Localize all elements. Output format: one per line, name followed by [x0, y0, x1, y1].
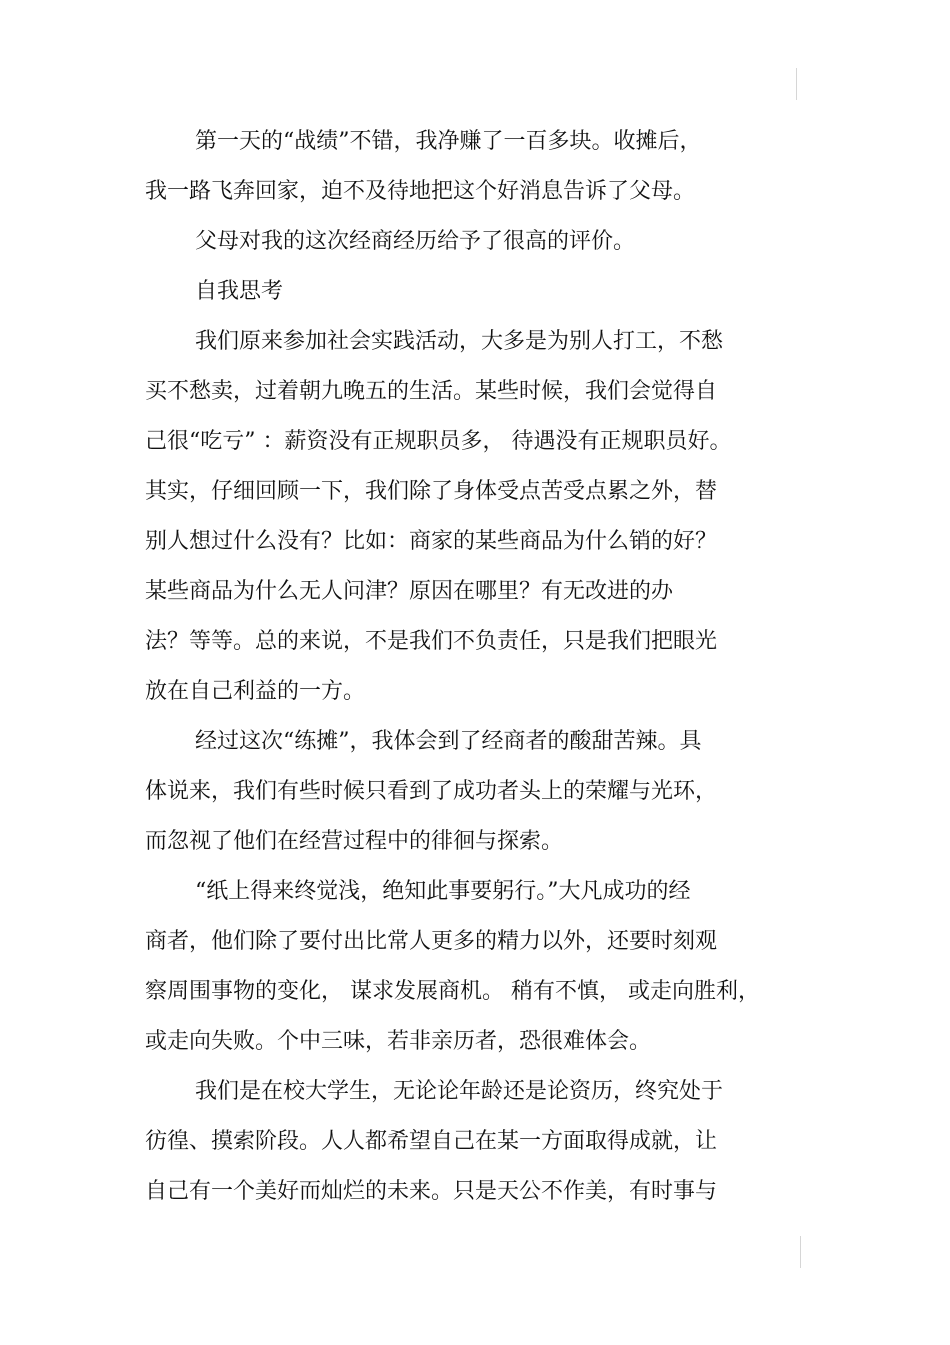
text-line: 其实，仔细回顾一下，我们除了身体受点苦受点累之外，替 — [145, 479, 718, 504]
text-line: 我一路飞奔回家，迫不及待地把这个好消息告诉了父母。 — [145, 179, 696, 204]
text-line: 察周围事物的变化， 谋求发展商机。 稍有不慎， 或走向胜利， — [145, 979, 760, 1004]
page-corner-mark — [796, 68, 797, 100]
text-line: 经过这次“练摊”，我体会到了经商者的酸甜苦辣。具 — [195, 729, 702, 754]
text-line: 商者，他们除了要付出比常人更多的精力以外，还要时刻观 — [145, 929, 718, 954]
text-line: 或走向失败。个中三味，若非亲历者，恐很难体会。 — [145, 1029, 652, 1054]
text-line: “纸上得来终觉浅，绝知此事要躬行。”大凡成功的经 — [195, 879, 691, 904]
text-line: 我们是在校大学生，无论论年龄还是论资历，终究处于 — [195, 1079, 724, 1104]
text-line: 某些商品为什么无人问津？原因在哪里？有无改进的办 — [145, 579, 674, 604]
text-line: 买不愁卖，过着朝九晚五的生活。某些时候，我们会觉得自 — [145, 379, 718, 404]
text-line: 体说来，我们有些时候只看到了成功者头上的荣耀与光环， — [145, 779, 718, 804]
text-line: 彷徨、摸索阶段。人人都希望自己在某一方面取得成就，让 — [145, 1129, 718, 1154]
text-line: 别人想过什么没有？比如：商家的某些商品为什么销的好？ — [145, 529, 718, 554]
section-heading: 自我思考 — [195, 279, 284, 304]
text-line: 我们原来参加社会实践活动，大多是为别人打工，不愁 — [195, 329, 724, 354]
text-line: 己很“吃亏” ：薪资没有正规职员多， 待遇没有正规职员好。 — [145, 429, 732, 454]
page-corner-mark — [800, 1236, 801, 1268]
text-line: 自己有一个美好而灿烂的未来。只是天公不作美，有时事与 — [145, 1179, 718, 1204]
text-line: 而忽视了他们在经营过程中的徘徊与探索。 — [145, 829, 564, 854]
text-line: 法？等等。总的来说，不是我们不负责任，只是我们把眼光 — [145, 629, 718, 654]
text-line: 放在自己利益的一方。 — [145, 679, 366, 704]
text-line: 第一天的“战绩”不错，我净赚了一百多块。收摊后， — [195, 129, 702, 154]
text-line: 父母对我的这次经商经历给予了很高的评价。 — [195, 229, 636, 254]
